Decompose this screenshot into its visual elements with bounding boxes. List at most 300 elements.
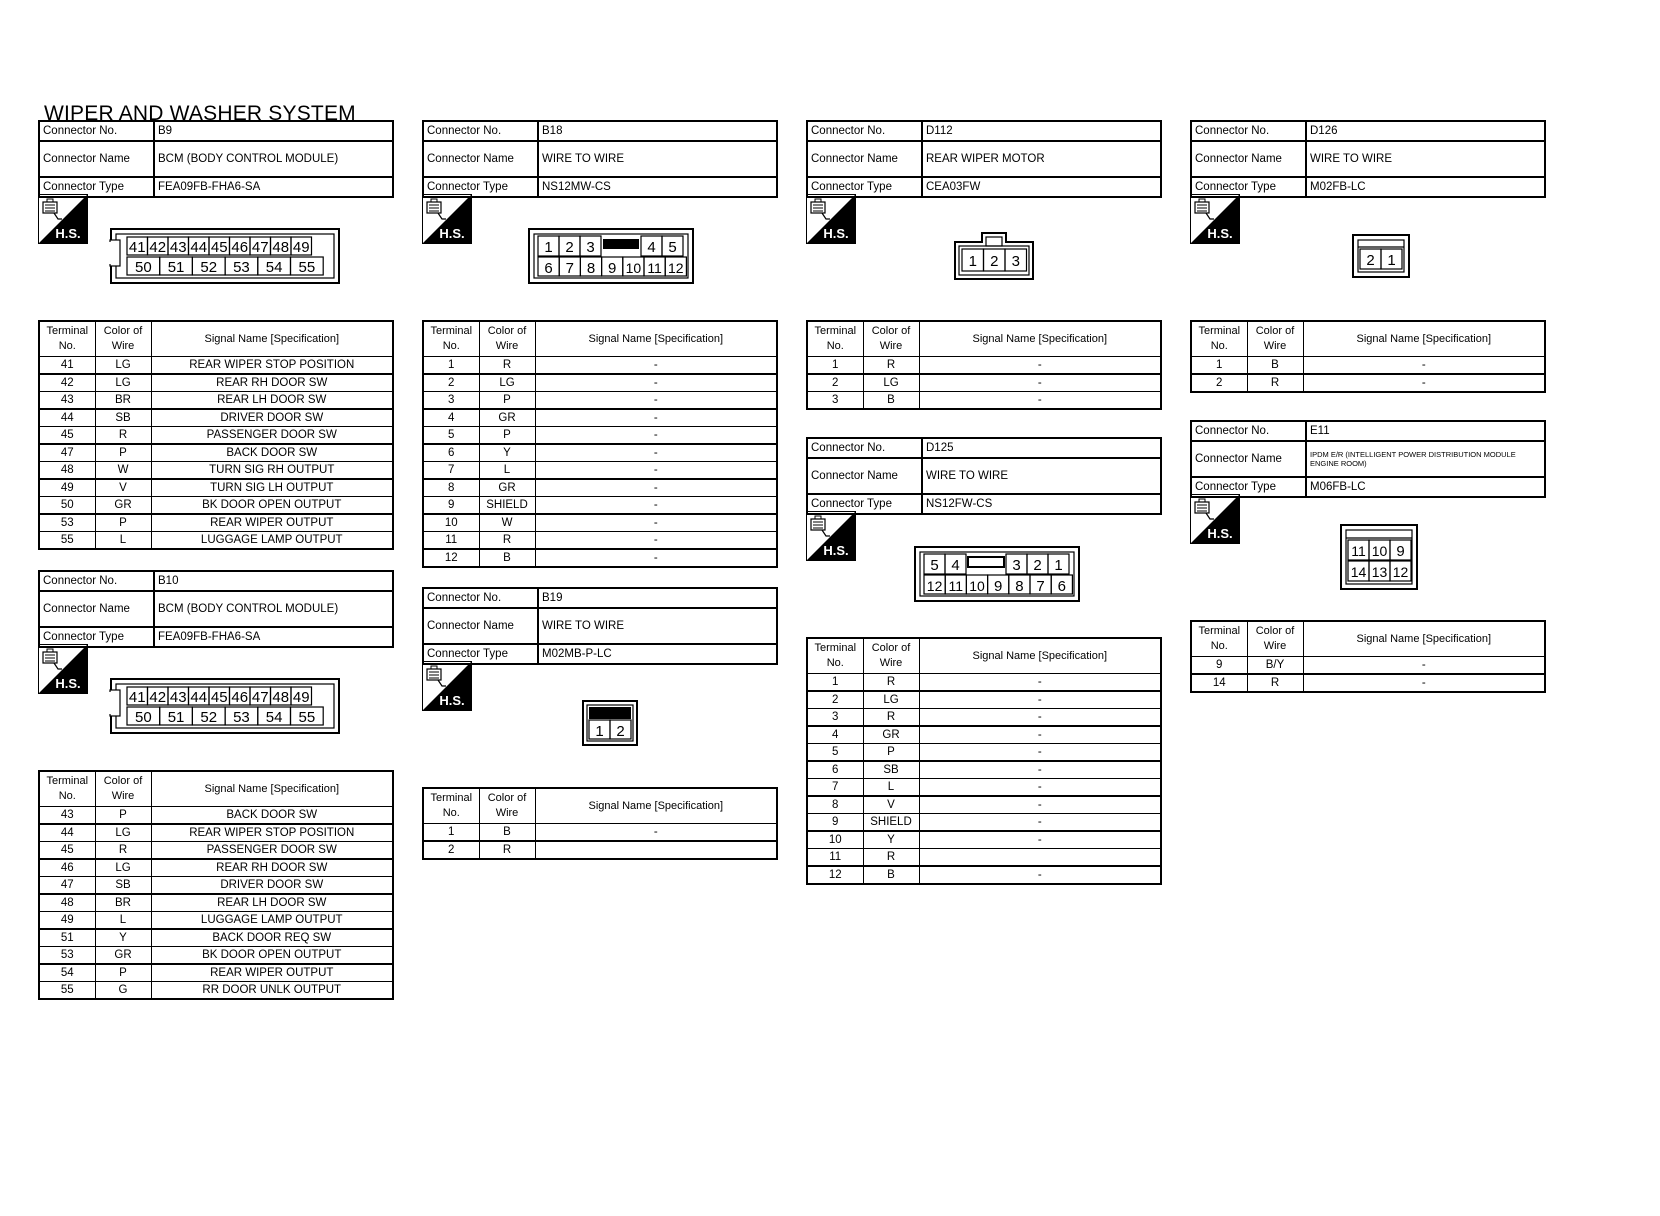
signal-cell: - (1303, 674, 1545, 692)
wire-color-cell: P (95, 514, 151, 532)
wire-color-cell: GR (95, 947, 151, 965)
color-of-wire-header: Color of Wire (95, 771, 151, 807)
terminal-cell: 2 (1191, 374, 1247, 392)
signal-cell: DRIVER DOOR SW (151, 877, 393, 895)
label-connector-type: Connector Type (39, 627, 154, 647)
terminal-table-B18 (422, 320, 778, 568)
table-row (39, 444, 393, 462)
terminal-cell: 1 (807, 357, 863, 375)
terminal-cell: 45 (39, 427, 95, 445)
wire-color-cell: P (95, 444, 151, 462)
terminal-table-E11 (1190, 620, 1546, 693)
wire-color-cell: R (1247, 674, 1303, 692)
pin-label: 53 (233, 259, 250, 276)
pin-label: 51 (167, 709, 185, 726)
pin-label: 1 (595, 723, 604, 740)
table-row (807, 744, 1161, 762)
terminal-cell: 2 (423, 841, 479, 859)
table-row (423, 824, 777, 842)
connector-name: REAR WIPER MOTOR (922, 141, 1161, 177)
pin-label: 2 (1033, 557, 1042, 574)
signal-cell: REAR RH DOOR SW (151, 859, 393, 877)
terminal-cell: 9 (807, 814, 863, 832)
signal-cell: - (919, 726, 1161, 744)
pin-label: 1 (1054, 557, 1063, 574)
table-row (39, 929, 393, 947)
table-row (1191, 657, 1545, 675)
connector-no: D112 (922, 121, 1161, 141)
terminal-table-B19 (422, 787, 778, 860)
terminal-cell: 10 (423, 514, 479, 532)
table-row (423, 841, 777, 859)
signal-cell: REAR WIPER STOP POSITION (151, 357, 393, 375)
color-of-wire-header: Color of Wire (1247, 621, 1303, 657)
terminal-cell: 2 (807, 691, 863, 709)
signal-cell: - (535, 462, 777, 480)
table-row (39, 947, 393, 965)
terminal-no-header (423, 788, 479, 824)
table-row (423, 497, 777, 515)
pin-label: 50 (135, 709, 152, 726)
wire-color-cell: L (479, 462, 535, 480)
wire-color-cell: V (95, 479, 151, 497)
connector-type: NS12FW-CS (922, 494, 1161, 514)
terminal-table-D126 (1190, 320, 1546, 393)
signal-name-header: Signal Name [Specification] (1303, 621, 1545, 657)
signal-cell: BK DOOR OPEN OUTPUT (151, 947, 393, 965)
connector-face-D112 (954, 232, 1036, 282)
color-of-wire-header: Color of Wire (863, 321, 919, 357)
pin-label: 52 (200, 259, 218, 276)
signal-cell: - (1303, 657, 1545, 675)
table-row (423, 479, 777, 497)
pin-label: 7 (1036, 578, 1045, 595)
signal-cell: - (919, 744, 1161, 762)
signal-name-header: Signal Name [Specification] (919, 638, 1161, 674)
connector-no: E11 (1306, 421, 1545, 441)
connector-info-B10 (38, 570, 394, 648)
harness-side-icon (806, 511, 856, 561)
pin-label: 2 (1366, 252, 1375, 269)
signal-cell: - (919, 674, 1161, 692)
terminal-cell: 2 (807, 374, 863, 392)
terminal-cell: 2 (423, 374, 479, 392)
table-row (39, 409, 393, 427)
label-connector-type: Connector Type (39, 177, 154, 197)
pin-label: 2 (990, 253, 999, 270)
connector-type: M02MB-P-LC (538, 644, 777, 664)
table-row (807, 814, 1161, 832)
terminal-cell: 47 (39, 877, 95, 895)
signal-name-header: Signal Name [Specification] (535, 321, 777, 357)
wire-color-cell: G (95, 982, 151, 1000)
wire-color-cell: R (479, 357, 535, 375)
signal-cell: - (535, 444, 777, 462)
terminal-cell: 42 (39, 374, 95, 392)
label-connector-no: Connector No. (807, 121, 922, 141)
pin-label: 7 (565, 260, 574, 277)
connector-type: NS12MW-CS (538, 177, 777, 197)
terminal-cell: 1 (1191, 357, 1247, 375)
terminal-cell: 8 (423, 479, 479, 497)
harness-side-icon (422, 661, 472, 711)
pin-label: 47 (251, 239, 269, 256)
pin-label: 45 (210, 689, 228, 706)
wire-color-cell: GR (95, 497, 151, 515)
signal-cell: - (919, 779, 1161, 797)
connector-info-B9 (38, 120, 394, 198)
terminal-table-D125 (806, 637, 1162, 885)
wire-color-cell: P (95, 807, 151, 825)
table-row (39, 532, 393, 550)
terminal-cell: 11 (423, 532, 479, 550)
pin-label: 55 (298, 259, 316, 276)
table-row (423, 532, 777, 550)
harness-side-icon (1190, 194, 1240, 244)
connector-type: M02FB-LC (1306, 177, 1545, 197)
terminal-cell: 6 (423, 444, 479, 462)
pin-label: 4 (951, 557, 960, 574)
pin-label: 55 (298, 709, 316, 726)
signal-cell: DRIVER DOOR SW (151, 409, 393, 427)
terminal-label: Terminal No. (814, 325, 857, 352)
table-row (39, 462, 393, 480)
signal-cell: REAR LH DOOR SW (151, 392, 393, 410)
wire-color-cell: B/Y (1247, 657, 1303, 675)
harness-side-icon (38, 644, 88, 694)
hs-label: H.S. (439, 693, 465, 708)
terminal-no-header (1191, 321, 1247, 357)
pin-label: 44 (190, 239, 208, 256)
terminal-cell: 3 (423, 392, 479, 410)
wire-color-cell: R (863, 709, 919, 727)
table-row (807, 374, 1161, 392)
color-of-wire-header: Color of Wire (863, 638, 919, 674)
pin-label: 43 (169, 689, 187, 706)
pin-label: 1 (544, 239, 553, 256)
signal-cell: - (919, 709, 1161, 727)
connector-face-B19 (582, 700, 640, 748)
table-row (1191, 357, 1545, 375)
signal-cell (535, 841, 777, 859)
wire-color-cell: LG (479, 374, 535, 392)
wire-color-cell: GR (863, 726, 919, 744)
table-row (39, 982, 393, 1000)
wire-color-cell: B (479, 824, 535, 842)
terminal-cell: 50 (39, 497, 95, 515)
wire-color-cell: B (479, 549, 535, 567)
connector-info-D125 (806, 437, 1162, 515)
table-row (39, 392, 393, 410)
terminal-cell: 4 (423, 409, 479, 427)
pin-label: 3 (1012, 557, 1021, 574)
pin-label: 9 (1396, 543, 1405, 560)
signal-cell: - (535, 824, 777, 842)
pin-label: 6 (1057, 578, 1066, 595)
pin-label: 12 (668, 260, 684, 276)
signal-name-header: Signal Name [Specification] (535, 788, 777, 824)
wire-color-cell: Y (479, 444, 535, 462)
terminal-cell: 14 (1191, 674, 1247, 692)
connector-name: WIRE TO WIRE (538, 141, 777, 177)
terminal-cell: 5 (807, 744, 863, 762)
wire-color-cell: LG (95, 374, 151, 392)
pin-label: 10 (625, 260, 642, 276)
connector-face-E11 (1340, 524, 1420, 592)
pin-label: 47 (251, 689, 269, 706)
terminal-cell: 41 (39, 357, 95, 375)
signal-cell: - (919, 866, 1161, 884)
label-connector-no: Connector No. (807, 438, 922, 458)
page-title: WIPER AND WASHER SYSTEM (44, 102, 356, 125)
label-connector-no: Connector No. (1191, 421, 1306, 441)
wire-color-cell: R (863, 357, 919, 375)
wire-color-cell: W (479, 514, 535, 532)
terminal-cell: 47 (39, 444, 95, 462)
connector-face-D126 (1352, 234, 1412, 280)
pin-label: 49 (292, 689, 310, 706)
wire-color-cell: W (95, 462, 151, 480)
pin-label: 54 (265, 709, 283, 726)
table-row (423, 444, 777, 462)
pin-label: 10 (969, 578, 985, 594)
terminal-cell: 48 (39, 462, 95, 480)
terminal-cell: 55 (39, 532, 95, 550)
terminal-no-header (1191, 621, 1247, 657)
label-connector-type: Connector Type (807, 177, 922, 197)
table-row (807, 796, 1161, 814)
wire-color-cell: R (95, 427, 151, 445)
table-row (1191, 674, 1545, 692)
signal-cell: LUGGAGE LAMP OUTPUT (151, 912, 393, 930)
table-row (39, 514, 393, 532)
table-row (39, 842, 393, 860)
pin-label: 2 (616, 723, 625, 740)
pin-label: 42 (149, 239, 167, 256)
connector-name: IPDM E/R (INTELLIGENT POWER DISTRIBUTION MODULE ENGINE ROOM) (1306, 441, 1545, 477)
label-connector-name: Connector Name (1191, 441, 1306, 477)
table-row (423, 427, 777, 445)
signal-cell: - (535, 427, 777, 445)
terminal-cell: 45 (39, 842, 95, 860)
terminal-cell: 51 (39, 929, 95, 947)
signal-cell: BACK DOOR SW (151, 807, 393, 825)
label-connector-type: Connector Type (1191, 477, 1306, 497)
connector-face-B18 (528, 228, 696, 286)
pin-label: 49 (292, 239, 310, 256)
table-row (39, 427, 393, 445)
signal-name-header: Signal Name [Specification] (151, 771, 393, 807)
wire-color-cell: SB (95, 409, 151, 427)
signal-cell: PASSENGER DOOR SW (151, 427, 393, 445)
table-row (39, 859, 393, 877)
terminal-cell: 4 (807, 726, 863, 744)
wire-color-cell: R (95, 842, 151, 860)
table-row (39, 357, 393, 375)
table-row (807, 779, 1161, 797)
terminal-cell: 10 (807, 831, 863, 849)
connector-no: D125 (922, 438, 1161, 458)
harness-side-icon (806, 194, 856, 244)
label-connector-name: Connector Name (1191, 141, 1306, 177)
wire-color-cell: B (863, 866, 919, 884)
pin-label: 8 (1015, 578, 1024, 595)
terminal-cell: 9 (1191, 657, 1247, 675)
signal-cell: - (535, 532, 777, 550)
wire-color-cell: R (1247, 374, 1303, 392)
terminal-label: Terminal No. (46, 325, 89, 352)
signal-cell: - (535, 374, 777, 392)
signal-cell: BACK DOOR REQ SW (151, 929, 393, 947)
table-row (423, 374, 777, 392)
signal-cell: - (535, 409, 777, 427)
signal-cell: - (919, 761, 1161, 779)
connector-face-B9 (110, 228, 342, 286)
pin-label: 10 (1371, 543, 1388, 559)
pin-label: 54 (265, 259, 283, 276)
pin-label: 44 (190, 689, 208, 706)
color-of-wire-header: Color of Wire (1247, 321, 1303, 357)
table-row (423, 357, 777, 375)
connector-type: FEA09FB-FHA6-SA (154, 627, 393, 647)
hs-label: H.S. (1207, 526, 1233, 541)
terminal-no-header (39, 321, 95, 357)
connector-info-B19 (422, 587, 778, 665)
pin-label: 5 (930, 557, 939, 574)
wire-color-cell: V (863, 796, 919, 814)
signal-cell: - (919, 796, 1161, 814)
wire-color-cell: Y (863, 831, 919, 849)
pin-label: 53 (233, 709, 250, 726)
terminal-cell: 53 (39, 514, 95, 532)
wire-color-cell: LG (95, 859, 151, 877)
signal-cell: - (919, 357, 1161, 375)
connector-no: B19 (538, 588, 777, 608)
wire-color-cell: SHIELD (479, 497, 535, 515)
wire-color-cell: LG (95, 824, 151, 842)
table-row (39, 824, 393, 842)
pin-label: 41 (128, 239, 146, 256)
terminal-cell: 7 (807, 779, 863, 797)
terminal-cell: 43 (39, 392, 95, 410)
table-row (39, 912, 393, 930)
wire-color-cell: L (95, 532, 151, 550)
label-connector-no: Connector No. (39, 121, 154, 141)
signal-cell: BK DOOR OPEN OUTPUT (151, 497, 393, 515)
table-row (807, 831, 1161, 849)
terminal-label: Terminal No. (46, 775, 89, 802)
signal-cell: - (919, 392, 1161, 410)
color-of-wire-header: Color of Wire (479, 788, 535, 824)
pin-label: 1 (968, 253, 977, 270)
signal-name-header: Signal Name [Specification] (919, 321, 1161, 357)
table-row (807, 761, 1161, 779)
wire-color-cell: BR (95, 392, 151, 410)
pin-label: 46 (231, 689, 249, 706)
pin-label: 12 (926, 578, 943, 594)
wire-color-cell: LG (863, 374, 919, 392)
wire-color-cell: Y (95, 929, 151, 947)
wire-color-cell: R (863, 849, 919, 867)
signal-cell: - (919, 831, 1161, 849)
table-row (423, 514, 777, 532)
table-row (807, 709, 1161, 727)
table-row (807, 726, 1161, 744)
signal-cell: PASSENGER DOOR SW (151, 842, 393, 860)
connector-no: B10 (154, 571, 393, 591)
wire-color-cell: R (479, 841, 535, 859)
terminal-label: Terminal No. (1198, 325, 1241, 352)
terminal-label: Terminal No. (430, 792, 473, 819)
terminal-no-header (807, 321, 863, 357)
signal-cell: REAR LH DOOR SW (151, 894, 393, 912)
signal-cell: REAR WIPER OUTPUT (151, 964, 393, 982)
wire-color-cell: P (95, 964, 151, 982)
signal-cell: - (1303, 357, 1545, 375)
terminal-no-header (423, 321, 479, 357)
wire-color-cell: SHIELD (863, 814, 919, 832)
table-row (39, 964, 393, 982)
label-connector-type: Connector Type (807, 494, 922, 514)
signal-cell: - (535, 357, 777, 375)
table-row (39, 479, 393, 497)
terminal-cell: 55 (39, 982, 95, 1000)
table-row (39, 497, 393, 515)
table-row (423, 549, 777, 567)
pin-label: 5 (668, 239, 677, 256)
wire-color-cell: GR (479, 409, 535, 427)
terminal-cell: 6 (807, 761, 863, 779)
hs-label: H.S. (823, 226, 849, 241)
connector-type: CEA03FW (922, 177, 1161, 197)
signal-cell: REAR RH DOOR SW (151, 374, 393, 392)
wire-color-cell: LG (95, 357, 151, 375)
label-connector-type: Connector Type (423, 644, 538, 664)
connector-face-B10 (110, 678, 342, 736)
table-row (39, 877, 393, 895)
hs-label: H.S. (1207, 226, 1233, 241)
pin-label: 50 (135, 259, 152, 276)
table-row (39, 894, 393, 912)
terminal-label: Terminal No. (814, 642, 857, 669)
terminal-cell: 49 (39, 479, 95, 497)
label-connector-name: Connector Name (807, 141, 922, 177)
connector-type: FEA09FB-FHA6-SA (154, 177, 393, 197)
table-row (39, 374, 393, 392)
signal-cell: - (535, 392, 777, 410)
table-row (423, 462, 777, 480)
signal-cell: - (535, 497, 777, 515)
pin-label: 48 (272, 239, 290, 256)
terminal-cell: 44 (39, 824, 95, 842)
terminal-cell: 48 (39, 894, 95, 912)
pin-label: 6 (544, 260, 553, 277)
pin-label: 43 (169, 239, 187, 256)
pin-label: 46 (231, 239, 249, 256)
terminal-cell: 43 (39, 807, 95, 825)
terminal-cell: 44 (39, 409, 95, 427)
signal-cell: REAR WIPER OUTPUT (151, 514, 393, 532)
harness-side-icon (1190, 494, 1240, 544)
pin-label: 1 (1387, 252, 1396, 269)
connector-info-D112 (806, 120, 1162, 198)
harness-side-icon (422, 194, 472, 244)
pin-label: 42 (149, 689, 167, 706)
pin-label: 52 (200, 709, 218, 726)
pin-label: 41 (128, 689, 146, 706)
connector-no: B9 (154, 121, 393, 141)
terminal-cell: 7 (423, 462, 479, 480)
